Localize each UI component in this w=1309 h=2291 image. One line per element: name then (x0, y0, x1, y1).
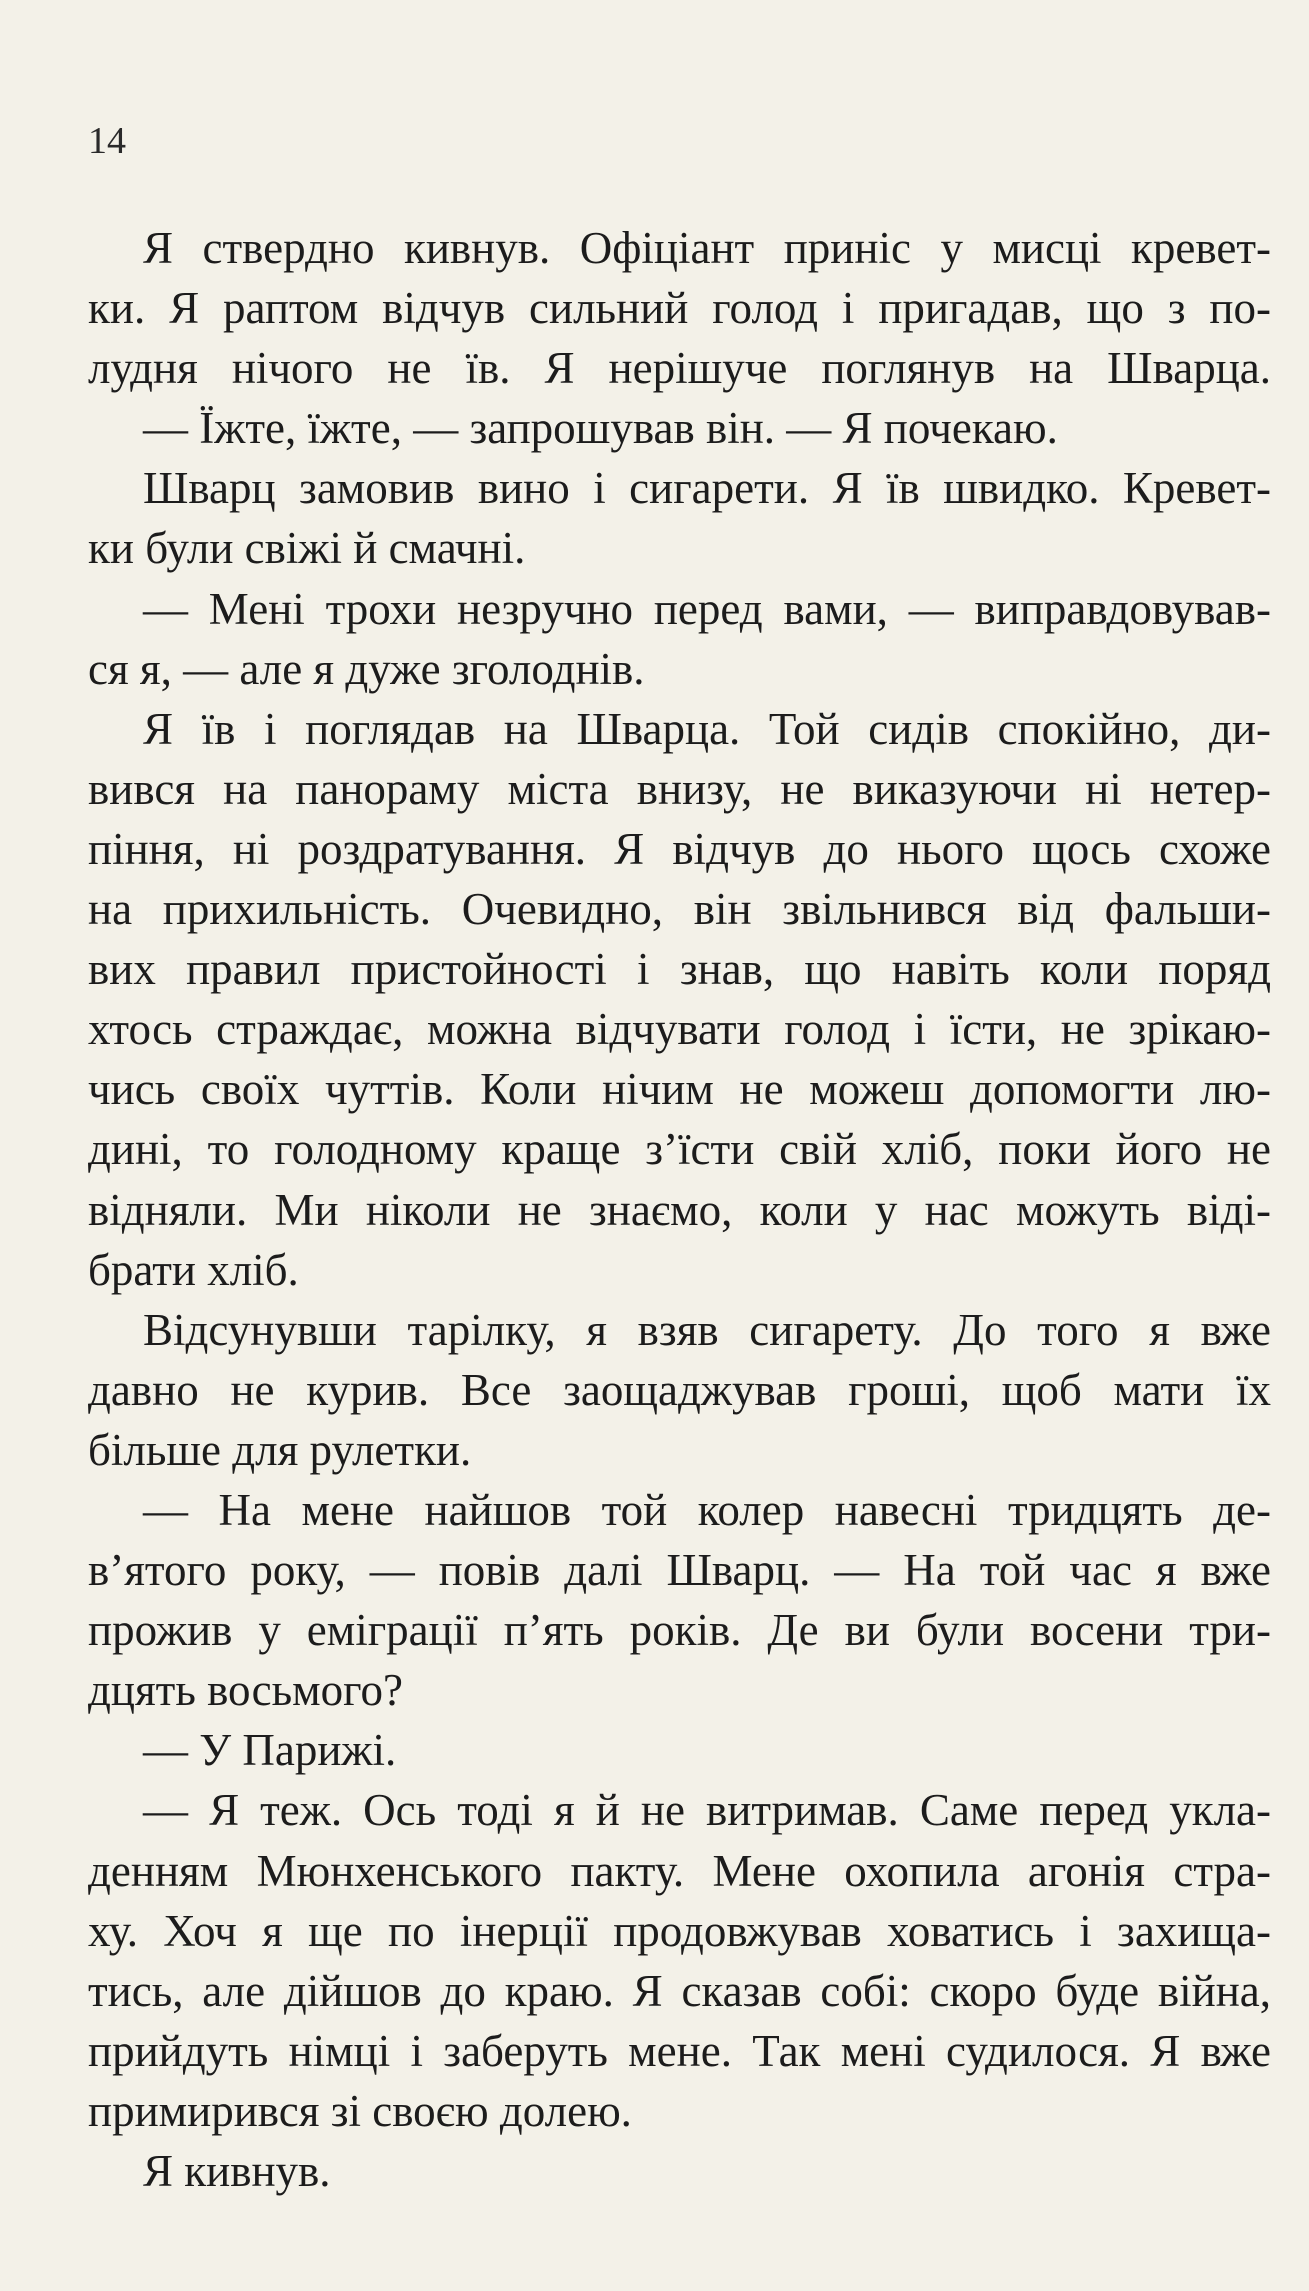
text-line: Я кивнув. (143, 2146, 331, 2196)
text-line: в’ятого року, — повів далі Шварц. — На той час я вже (88, 1545, 1271, 1596)
text-line: тись, але дійшов до краю. Я сказав собі: скоро буде війна, (88, 1965, 1271, 2016)
text-line: чись своїх чуттів. Коли нічим не можеш допомогти лю- (88, 1064, 1271, 1115)
text-line: відняли. Ми ніколи не знаємо, коли у нас можуть віді- (88, 1184, 1271, 1235)
text-line: ки були свіжі й смачні. (88, 523, 526, 574)
text-line: більше для рулетки. (88, 1424, 472, 1475)
text-line: брати хліб. (88, 1244, 299, 1295)
text-line: — На мене найшов той колер навесні тридцять де- (143, 1484, 1271, 1535)
text-line: Шварц замовив вино і сигарети. Я їв швидко. Кревет- (143, 463, 1271, 514)
text-line: ху. Хоч я ще по інерції продовжував ховатись і захища- (88, 1905, 1271, 1956)
text-line: на прихильність. Очевидно, він звільнився від фальши- (88, 884, 1271, 935)
text-line: давно не курив. Все заощаджував гроші, щоб мати їх (88, 1364, 1271, 1415)
text-line: Я їв і поглядав на Шварца. Той сидів спокійно, ди- (143, 703, 1271, 754)
text-line: ся я, — але я дуже зголоднів. (88, 643, 645, 694)
text-line: ки. Я раптом відчув сильний голод і пригадав, що з по- (88, 283, 1271, 334)
text-line: — Їжте, їжте, — запрошував він. — Я почекаю. (143, 403, 1058, 454)
text-line: — Я теж. Ось тоді я й не витримав. Саме перед укла- (143, 1785, 1271, 1836)
text-line: Я ствердно кивнув. Офіціант приніс у мисці кревет- (143, 223, 1271, 273)
text-line: вих правил пристойності і знав, що навіть коли поряд (88, 944, 1271, 995)
text-line: хтось страждає, можна відчувати голод і їсти, не зрікаю- (88, 1004, 1271, 1055)
text-line: денням Мюнхенського пакту. Мене охопила агонія стра- (88, 1845, 1271, 1896)
text-line: вився на панораму міста внизу, не виказуючи ні нетер- (88, 763, 1271, 814)
text-line: примирився зі своєю долею. (88, 2085, 632, 2136)
body-text (88, 218, 1271, 2201)
text-line: піння, ні роздратування. Я відчув до нього щось схоже (88, 823, 1271, 874)
text-line: — У Парижі. (143, 1725, 397, 1776)
text-line: лудня нічого не їв. Я нерішуче поглянув на Шварца. (88, 343, 1271, 394)
text-line: дцять восьмого? (88, 1665, 403, 1716)
text-line: прийдуть німці і заберуть мене. Так мені судилося. Я вже (88, 2025, 1271, 2076)
text-line: — Мені трохи незручно перед вами, — виправдовував- (143, 583, 1271, 634)
text-line: Відсунувши тарілку, я взяв сигарету. До того я вже (143, 1304, 1271, 1355)
page-number: 14 (88, 120, 126, 162)
text-line: дині, то голодному краще з’їсти свій хліб, поки його не (88, 1124, 1271, 1175)
text-line: прожив у еміграції п’ять років. Де ви були восени три- (88, 1605, 1271, 1656)
